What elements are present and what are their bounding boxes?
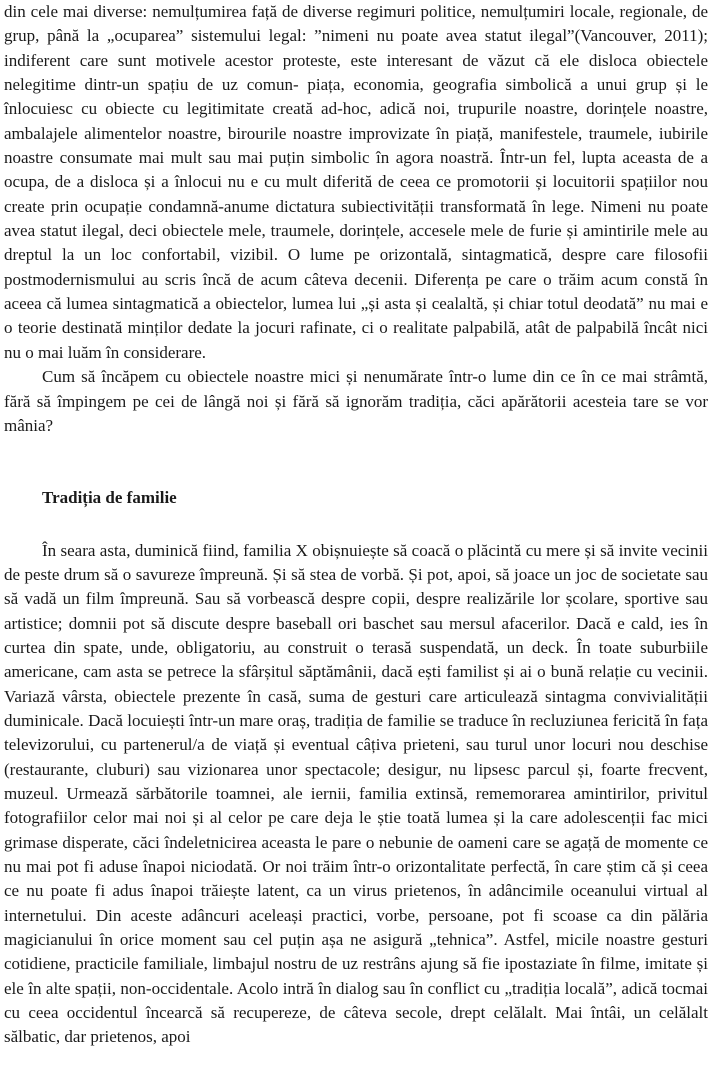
body-paragraph-1: din cele mai diverse: nemulțumirea față de diverse regimuri politice, nemulțumiri locale, regionale, de grup, până la „ocuparea” sistemului legal: ”nimeni nu poate avea statut ilegal”(Vancouver, 2011); indiferent care sunt motivele acestor proteste, este interesant de văzut că ele disloca obiectele nelegitime dintr-un spațiu de uz comun- piața, economia, geografia simbolică a unui grup și le înlocuiesc cu obiecte cu legitimitate creată ad-hoc, adică noi, trupurile noastre, dorințele noastre, ambalajele alimentelor noastre, birourile noastre improvizate în piață, manifestele, traumele, iubirile noastre consumate mai mult sau mai puțin simbolic în agora noastră. Într-un fel, lupta aceasta de a ocupa, de a disloca și a înlocui nu e cu mult diferită de ceea ce promotorii și locuitorii spațiilor nou create prin ocupație condamnă-anume dictatura subiectivității transformată în lege. Nimeni nu poate avea statut ilegal, deci obiectele mele, traumele, dorințele, accesele mele de furie și amintirile mele au dreptul la un loc confortabil, vizibil. O lume pe orizontală, sintagmatică, despre care filosofii postmodernismului au scris încă de acum câteva decenii. Diferența pe care o trăim acum constă în aceea că lumea sintagmatică a obiectelor, lumea lui „și asta și cealaltă, și chiar totul deodată” nu mai e o teorie destinată minților dedate la jocuri rafinate, ci o realitate palpabilă, atât de palpabilă încât nici nu o mai luăm în considerare.: [4, 2, 708, 362]
section-paragraph: În seara asta, duminică fiind, familia X obișnuiește să coacă o plăcintă cu mere și să invite vecinii de peste drum să o savureze împreună. Și să stea de vorbă. Și pot, apoi, să joace un joc de societate sau să vadă un film împreună. Sau să vorbească despre copii, despre realizările lor școlare, sportive sau artistice; domnii pot să discute despre baseball ori baschet sau mersul afacerilor. Dacă e cald, ies în curtea din spate, unde, obligatoriu, au construit o terasă suspendată, un deck. În toate suburbiile americane, cam asta se petrece la sfârșitul săptămânii, dacă ești familist și ai o bună relație cu vecinii. Variază vârsta, obiectele prezente în casă, suma de gesturi care articulează sintagma convivialității duminicale. Dacă locuiești într-un mare oraș, tradiția de familie se traduce în recluziunea fericită în fața televizorului, cu partenerul/a de viață și eventual câțiva prieteni, sau turul unor locuri nou deschise (restaurante, cluburi) sau vizionarea unor spectacole; desigur, nu lipsesc parcul și, foarte frecvent, muzeul. Urmează sărbătorile toamnei, ale iernii, familia extinsă, rememorarea amintirilor, privitul fotografiilor celor mai noi și al celor pe care deja le știe toată lumea și la care adolescenții fac mici grimase disperate, căci îndeletnicirea aceasta le pare o nebunie de oameni care se agață de momente ce nu mai pot fi aduse înapoi niciodată. Or noi trăim într-o orizontalitate perfectă, în care știm că și ceea ce nu poate fi adus înapoi trăiește latent, ca un virus prietenos, în adâncimile oceanului virtual al internetului. Din aceste adâncuri aceleași practici, vorbe, persoane, pot fi scoase ca din pălăria magicianului în orice moment sau cel puțin așa ne asigură „tehnica”. Astfel, micile noastre gesturi cotidiene, practicile familiale, limbajul nostru de uz restrâns ajung să fie ipostaziate în filme, imitate și ele în alte spații, non-occidentale. Acolo intră în dialog sau în conflict cu „tradiția locală”, adică tocmai cu ceea occidentul încearcă să recupereze, de câteva secole, drept celălalt. Mai întâi, un celălalt sălbatic, dar prietenos, apoi: [4, 540, 708, 1047]
body-paragraph-2: Cum să încăpem cu obiectele noastre mici și nenumărate într-o lume din ce în ce mai strâmtă, fără să împingem pe cei de lângă noi și fără să ignorăm tradiția, căci apărătorii acesteia tare se vor mânia?: [4, 367, 708, 435]
section-heading: Tradiția de familie: [42, 488, 177, 508]
document-page: [4, 0, 708, 1050]
